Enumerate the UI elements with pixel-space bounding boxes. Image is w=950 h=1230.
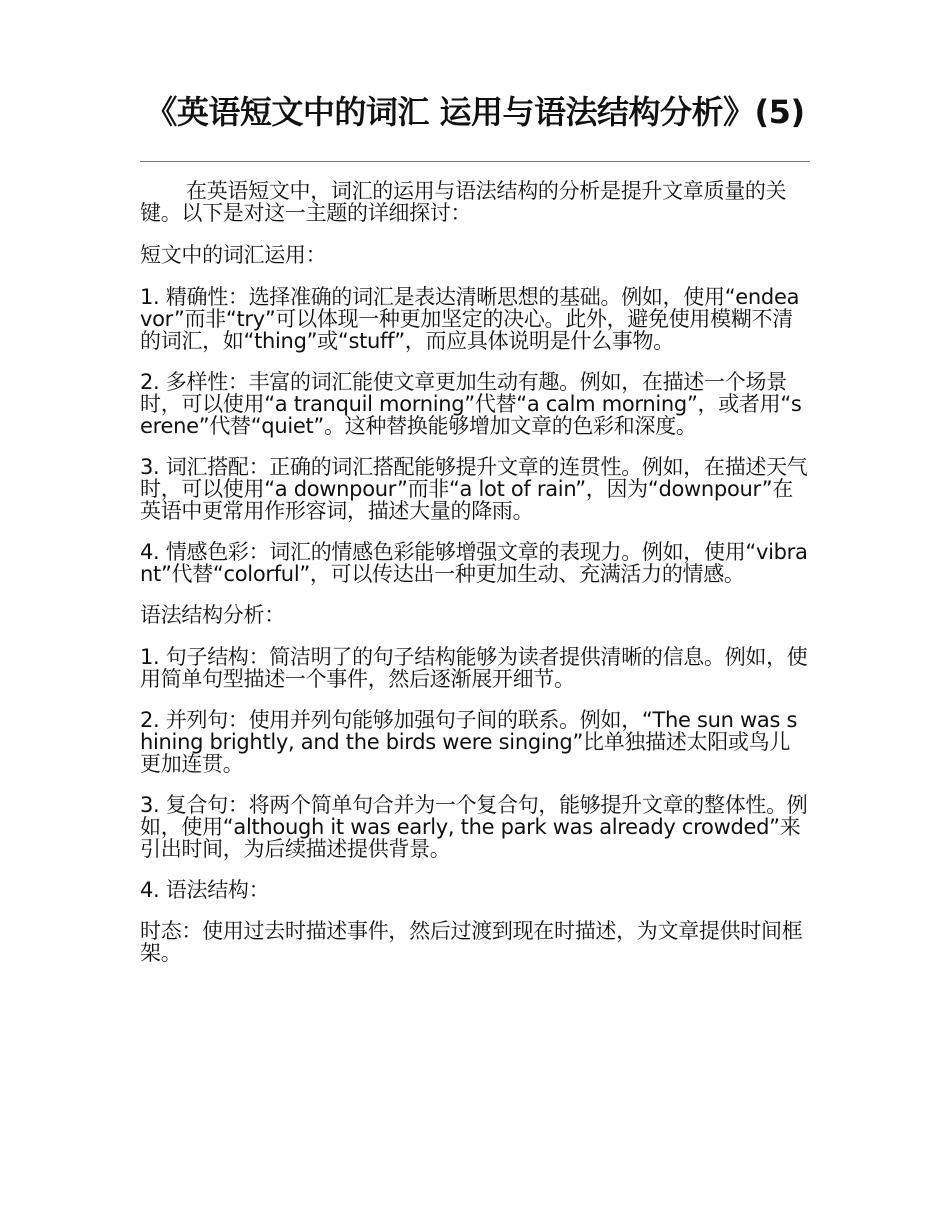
document-title: 《英语短文中的词汇 运用与语法结构分析》(5) <box>145 93 805 131</box>
intro-paragraph: 在英语短文中，词汇的运用与语法结构的分析是提升文章质量的关键。以下是对这一主题的详细探讨： <box>140 179 787 225</box>
vocab-item-emotion: 4. 情感色彩：词汇的情感色彩能够增强文章的表现力。例如，使用“vibrant”代替“colorful”，可以传达出一种更加生动、充满活力的情感。 <box>140 540 808 586</box>
grammar-item-compound-sentence: 2. 并列句：使用并列句能够加强句子间的联系。例如，“The sun was shining brightly, and the birds were singing”比单独描述太阳或鸟儿更加连贯。 <box>140 708 798 776</box>
grammar-item-tense: 时态：使用过去时描述事件，然后过渡到现在时描述，为文章提供时间框架。 <box>140 919 803 965</box>
grammar-item-complex-sentence: 3. 复合句：将两个简单句合并为一个复合句，能够提升文章的整体性。例如，使用“although it was early, the park was already crowded”来引出时间，为后续描述提供背景。 <box>140 793 808 861</box>
vocab-section-heading: 短文中的词汇运用： <box>140 243 327 267</box>
title-underline <box>140 161 810 162</box>
vocab-item-variety: 2. 多样性：丰富的词汇能使文章更加生动有趣。例如，在描述一个场景时，可以使用“a tranquil morning”代替“a calm morning”，或者用“serene”代替“quiet”。这种替换能够增加文章的色彩和深度。 <box>140 370 802 438</box>
grammar-item-grammar-structure: 4. 语法结构： <box>140 878 270 902</box>
document-body <box>140 180 810 983</box>
vocab-item-collocation: 3. 词汇搭配：正确的词汇搭配能够提升文章的连贯性。例如，在描述天气时，可以使用“a downpour”而非“a lot of rain”，因为“downpour”在英语中更常用作形容词，描述大量的降雨。 <box>140 455 808 523</box>
grammar-section-heading: 语法结构分析： <box>140 603 285 627</box>
grammar-item-sentence-structure: 1. 句子结构：简洁明了的句子结构能够为读者提供清晰的信息。例如，使用简单句型描述一个事件，然后逐渐展开细节。 <box>140 645 808 691</box>
vocab-item-precision: 1. 精确性：选择准确的词汇是表达清晰思想的基础。例如，使用“endeavor”而非“try”可以体现一种更加坚定的决心。此外，避免使用模糊不清的词汇，如“thing”或“stuff”，而应具体说明是什么事物。 <box>140 285 800 353</box>
